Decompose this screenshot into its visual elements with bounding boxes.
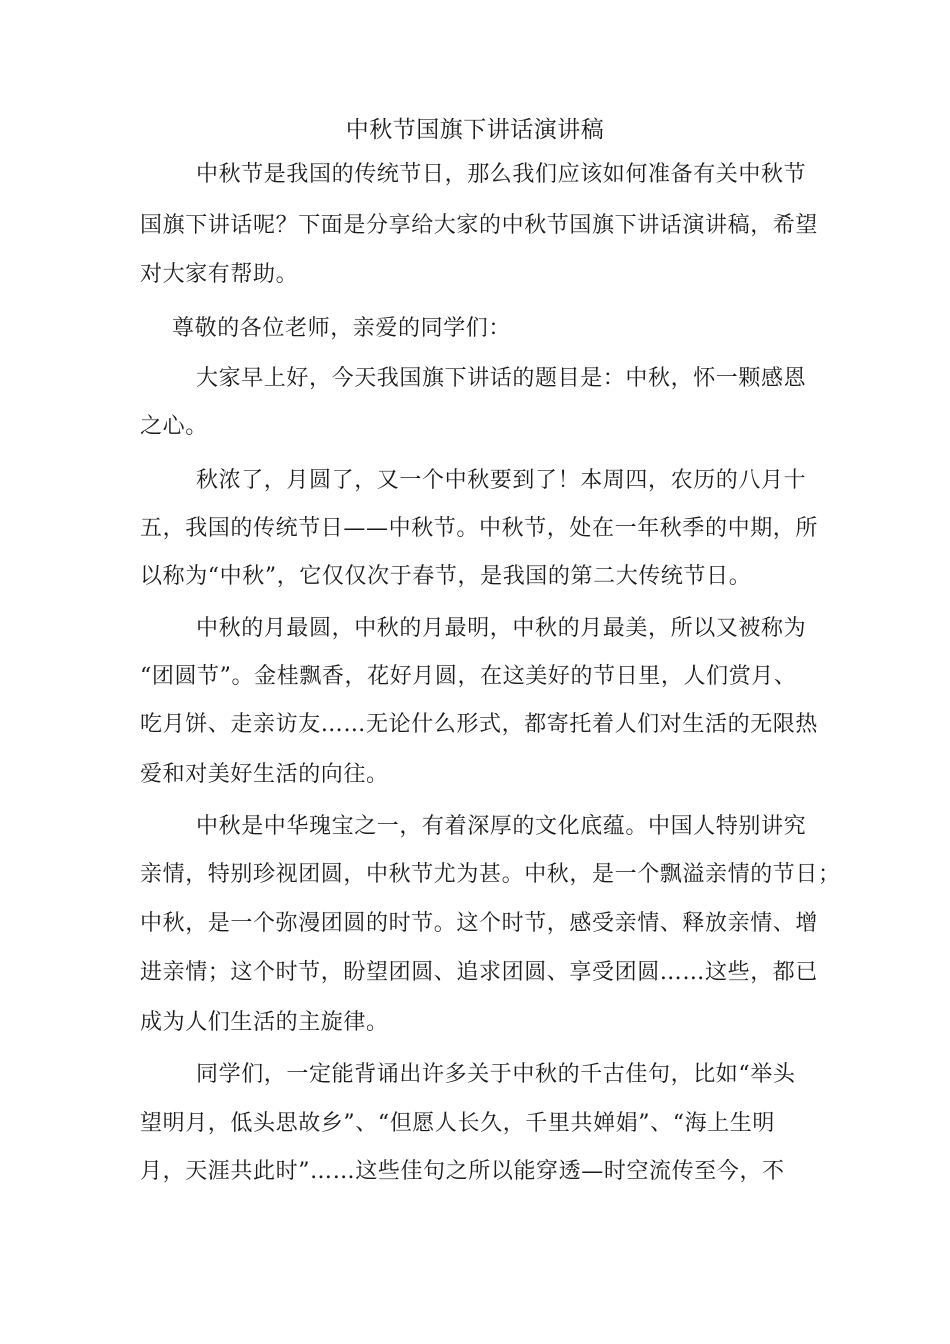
p1-line-1: 秋浓了，月圆了，又一个中秋要到了！本周四，农历的八月十 <box>196 468 807 493</box>
p4-line-2: 望明月，低头思故乡”、“但愿人长久，千里共婵娟”、“海上生明 <box>140 1111 775 1136</box>
p3-line-5: 成为人们生活的主旋律。 <box>140 1010 389 1035</box>
p2-line-4: 爱和对美好生活的向往。 <box>140 762 389 787</box>
p4-line-1: 同学们，一定能背诵出许多关于中秋的千古佳句，比如“举头 <box>196 1062 796 1087</box>
greeting-line-2: 之心。 <box>140 414 208 439</box>
intro-line-2: 国旗下讲话呢？下面是分享给大家的中秋节国旗下讲话演讲稿，希望 <box>140 213 819 238</box>
p1-line-2: 五，我国的传统节日——中秋节。中秋节，处在一年秋季的中期，所 <box>140 516 819 541</box>
p3-line-3: 中秋，是一个弥漫团圆的时节。这个时节，感受亲情、释放亲情、增 <box>140 911 819 936</box>
intro-line-1: 中秋节是我国的传统节日，那么我们应该如何准备有关中秋节 <box>196 162 807 187</box>
greeting-line-1: 大家早上好，今天我国旗下讲话的题目是：中秋，怀一颗感恩 <box>196 366 807 391</box>
p3-line-1: 中秋是中华瑰宝之一，有着深厚的文化底蕴。中国人特别讲究 <box>196 814 807 839</box>
p1-line-3: 以称为“中秋”，它仅仅次于春节，是我国的第二大传统节日。 <box>140 564 752 589</box>
p4-line-3: 月，天涯共此时”……这些佳句之所以能穿透—时空流传至今，不 <box>140 1159 785 1184</box>
p2-line-1: 中秋的月最圆，中秋的月最明，中秋的月最美，所以又被称为 <box>196 616 807 641</box>
p2-line-3: 吃月饼、走亲访友……无论什么形式，都寄托着人们对生活的无限热 <box>140 712 819 737</box>
salutation: 尊敬的各位老师，亲爱的同学们： <box>172 316 512 341</box>
document-title: 中秋节国旗下讲话演讲稿 <box>345 117 605 143</box>
p3-line-4: 进亲情；这个时节，盼望团圆、追求团圆、享受团圆……这些，都已 <box>140 960 819 985</box>
p3-line-2: 亲情，特别珍视团圆，中秋节尤为甚。中秋，是一个飘溢亲情的节日； <box>140 862 841 887</box>
p2-line-2: “团圆节”。金桂飘香，花好月圆，在这美好的节日里，人们赏月、 <box>140 664 797 689</box>
intro-line-3: 对大家有帮助。 <box>140 262 299 287</box>
